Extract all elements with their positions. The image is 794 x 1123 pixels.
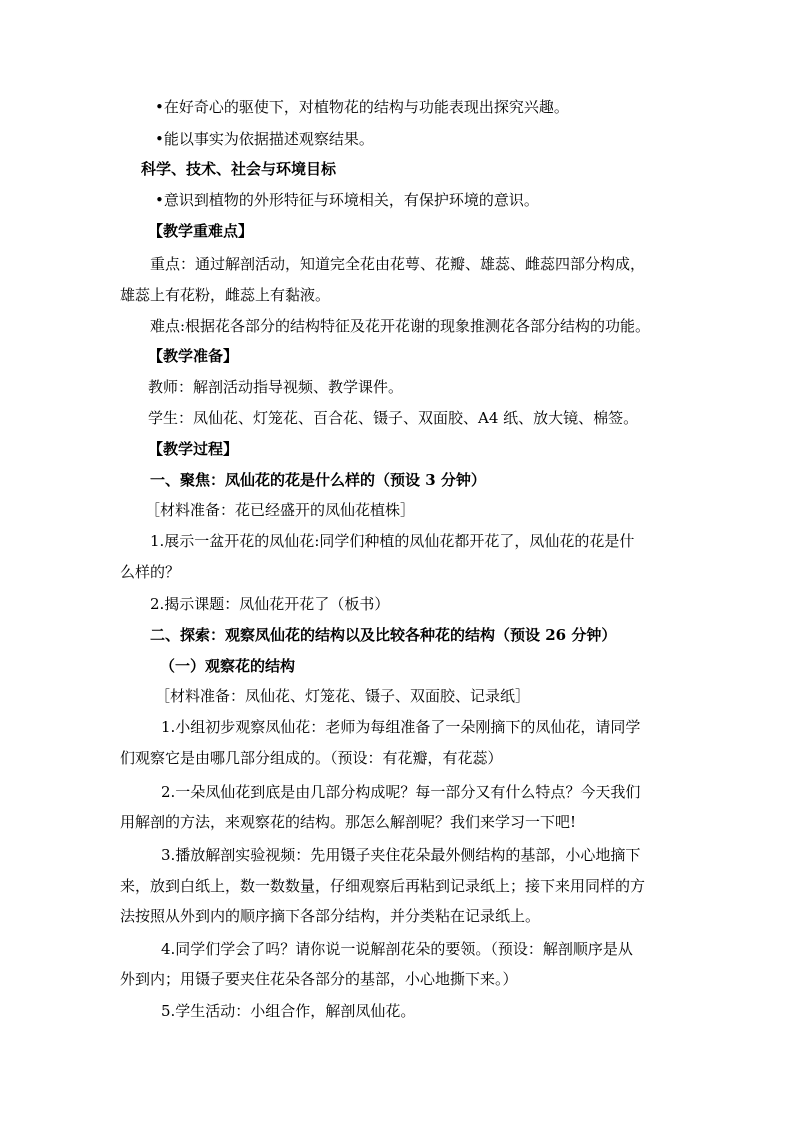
step5: 5.学生活动：小组合作，解剖凤仙花。	[161, 1002, 416, 1020]
step4-line-2: 外到内；用镊子要夹住花朵各部分的基部，小心地撕下来。）	[120, 970, 518, 988]
part2-subheading: （一）观察花的结构	[160, 657, 296, 675]
part1-heading: 一、聚焦：凤仙花的花是什么样的（预设 3 分钟）	[150, 471, 486, 489]
step2-line-1: 2.一朵凤仙花到底是由几部分构成呢？每一部分又有什么特点？今天我们	[161, 783, 641, 801]
key-points-heading: 【教学重难点】	[148, 222, 254, 240]
part2-material: ［材料准备：凤仙花、灯笼花、镊子、双面胶、记录纸］	[155, 687, 531, 705]
step1-line-1: 1.小组初步观察凤仙花：老师为每组准备了一朵刚摘下的凤仙花，请同学	[161, 718, 641, 736]
step3-line-2: 来，放到白纸上，数一数数量，仔细观察后再粘到记录纸上；接下来用同样的方	[120, 877, 646, 895]
goal-bullet-interest: •在好奇心的驱使下，对植物花的结构与功能表现出探究兴趣。	[155, 98, 569, 116]
part1-step2: 2.揭示课题：凤仙花开花了（板书）	[150, 595, 390, 613]
part1-material: ［材料准备：花已经盛开的凤仙花植株］	[145, 501, 416, 519]
part1-step1-line-2: 么样的？	[120, 563, 181, 581]
step3-line-1: 3.播放解剖实验视频：先用镊子夹住花朵最外侧结构的基部，小心地摘下	[161, 846, 641, 864]
part2-heading: 二、探索：观察凤仙花的结构以及比较各种花的结构（预设 26 分钟）	[150, 626, 617, 644]
step3-line-3: 法按照从外到内的顺序摘下各部分结构，并分类粘在记录纸上。	[120, 907, 541, 925]
sts-goal-bullet: •意识到植物的外形特征与环境相关，有保护环境的意识。	[155, 191, 539, 209]
step2-line-2: 用解剖的方法，来观察花的结构。那怎么解剖呢？我们来学习一下吧!	[120, 813, 577, 831]
prep-heading: 【教学准备】	[148, 347, 239, 365]
prep-teacher: 教师：解剖活动指导视频、教学课件。	[148, 378, 404, 396]
part1-step1-line-1: 1.展示一盆开花的凤仙花:同学们种植的凤仙花都开花了，凤仙花的花是什	[150, 532, 635, 550]
process-heading: 【教学过程】	[148, 440, 239, 458]
step4-line-1: 4.同学们学会了吗？请你说一说解剖花朵的要领。（预设：解剖顺序是从	[161, 940, 633, 958]
goal-bullet-facts: •能以事实为依据描述观察结果。	[155, 130, 374, 148]
key-point-line-1: 重点：通过解剖活动，知道完全花由花萼、花瓣、雄蕊、雌蕊四部分构成，	[150, 255, 646, 273]
difficulty-line: 难点:根据花各部分的结构特征及花开花谢的现象推测花各部分结构的功能。	[150, 317, 651, 335]
prep-student: 学生：凤仙花、灯笼花、百合花、镊子、双面胶、A4 纸、放大镜、棉签。	[148, 409, 639, 427]
key-point-line-2: 雄蕊上有花粉，雌蕊上有黏液。	[120, 286, 331, 304]
sts-goal-heading: 科学、技术、社会与环境目标	[141, 160, 337, 178]
step1-line-2: 们观察它是由哪几部分组成的。（预设：有花瓣，有花蕊）	[120, 749, 503, 767]
